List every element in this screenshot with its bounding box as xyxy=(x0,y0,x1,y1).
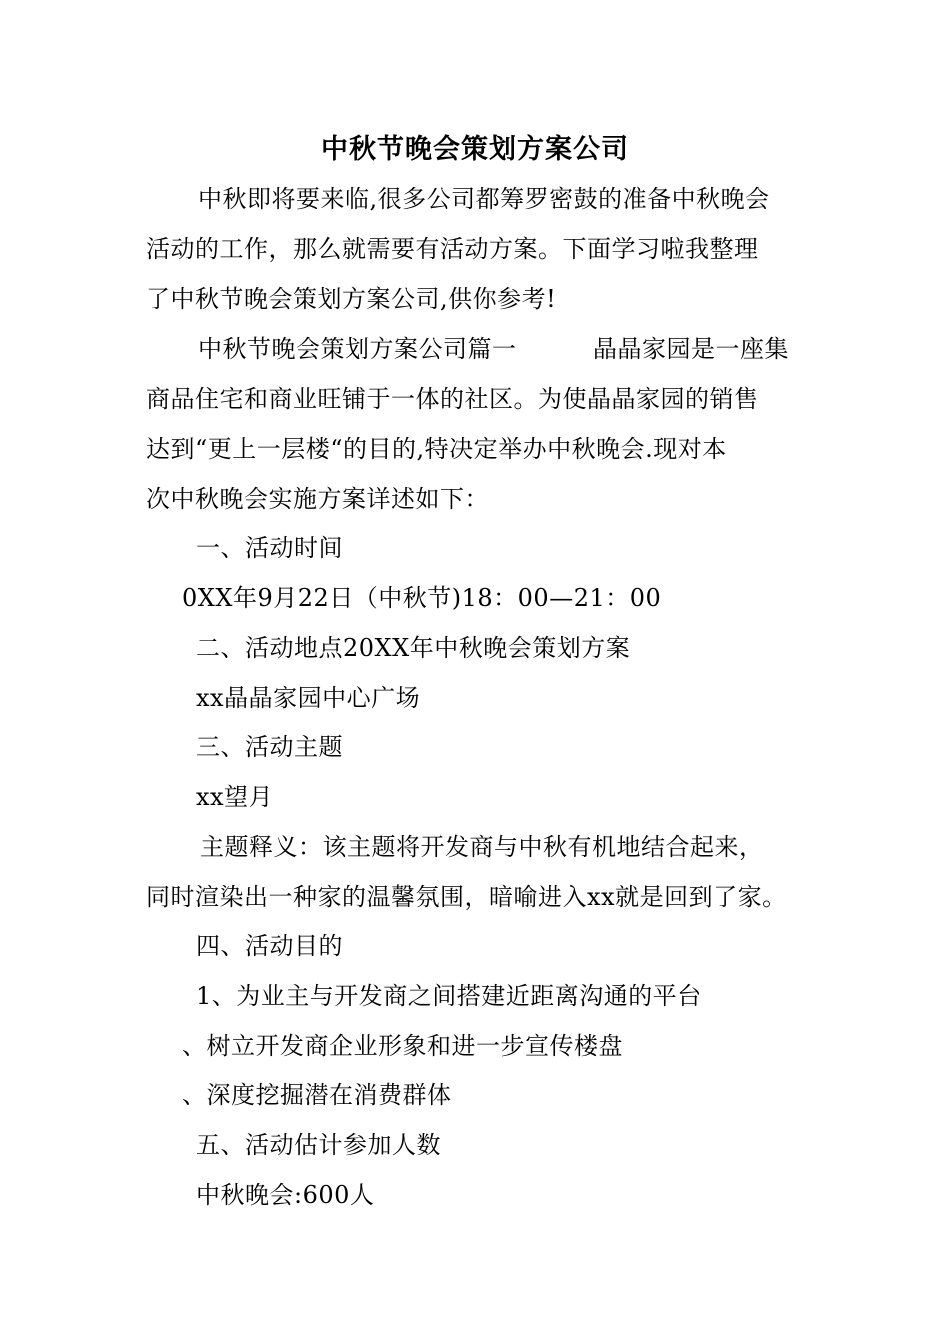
heading-activity-location: 二、活动地点20XX年中秋晚会策划方案 xyxy=(196,634,631,662)
purpose-item-2: 、树立开发商企业形象和进一步宣传楼盘 xyxy=(182,1032,623,1060)
activity-theme-value: xx望月 xyxy=(196,783,274,811)
section1-line-2: 商品住宅和商业旺铺于一体的社区。为使晶晶家园的销售 xyxy=(146,385,759,413)
heading-activity-purpose: 四、活动目的 xyxy=(196,932,343,960)
heading-activity-theme: 三、活动主题 xyxy=(196,733,343,761)
participants-value: 中秋晚会:600人 xyxy=(196,1181,375,1209)
document-title: 中秋节晚会策划方案公司 xyxy=(321,134,629,165)
section1-first-line xyxy=(198,331,789,367)
intro-line-3: 了中秋节晚会策划方案公司,供你参考! xyxy=(146,285,557,313)
heading-activity-time: 一、活动时间 xyxy=(196,534,343,562)
section1-line-3: 达到“更上一层楼“的目的,特决定举办中秋晚会.现对本 xyxy=(146,435,727,463)
purpose-item-1: 1、为业主与开发商之间搭建近距离沟通的平台 xyxy=(196,982,702,1010)
activity-time-value: 0XX年9月22日（中秋节)18：00—21：00 xyxy=(182,584,662,612)
section1-heading: 中秋节晚会策划方案公司篇一 xyxy=(198,335,517,363)
intro-line-2: 活动的工作，那么就需要有活动方案。下面学习啦我整理 xyxy=(146,235,759,263)
intro-line-1: 中秋即将要来临,很多公司都筹罗密鼓的准备中秋晚会 xyxy=(198,185,770,213)
theme-explanation-line-2: 同时渲染出一种家的温馨氛围，暗喻进入xx就是回到了家。 xyxy=(146,883,787,911)
activity-location-value: xx晶晶家园中心广场 xyxy=(196,684,421,712)
section1-line-4: 次中秋晚会实施方案详述如下： xyxy=(146,485,489,513)
theme-explanation-line-1: 主题释义：该主题将开发商与中秋有机地结合起来， xyxy=(200,833,764,861)
heading-participants: 五、活动估计参加人数 xyxy=(196,1131,441,1159)
section1-first-line-tail: 晶晶家园是一座集 xyxy=(593,335,789,363)
purpose-item-3: 、深度挖掘潜在消费群体 xyxy=(182,1081,452,1109)
